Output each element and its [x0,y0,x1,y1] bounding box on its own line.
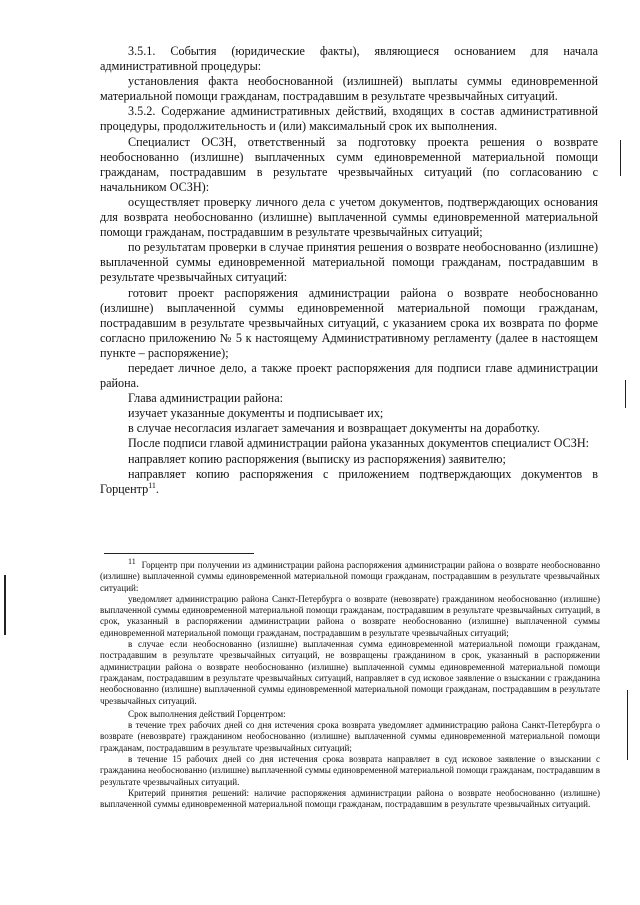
paragraph: по результатам проверки в случае принятия решения о возврате необоснованно (излишне) выплаченной суммы единовременной материальной помощи гражданам, пострадавшим в результате чрезвычайных ситуаций: [100,240,599,285]
paragraph-text: направляет копию распоряжения с приложением подтверждающих документов в Горцентр [100,466,598,496]
paragraph: После подписи главой администрации района указанных документов специалист ОСЗН: [128,436,590,451]
footnote-paragraph: в течение трех рабочих дней со дня истечения срока возврата уведомляет администрацию района Санкт-Петербурга о возврате (невозврате) гражданином необоснованно (излишне) выплаченной суммы единовременной материальной помощи гражданам, пострадавшим в результате чрезвычайных ситуаций; [100,720,600,753]
paragraph: передает личное дело, а также проект распоряжения для подписи главе администрации района. [100,360,598,391]
paragraph: в случае несогласия излагает замечания и возвращает документы на доработку. [128,421,540,436]
footnote-marker: 11 [128,556,136,566]
scan-artifact [4,575,6,635]
footnote-paragraph: в случае если необоснованно (излишне) выплаченная сумма единовременной материальной помощи гражданам, пострадавшим в результате чрезвычайных ситуаций, не возвращены гражданином в срок, указанный в распоряжении администрации района о возврате необоснованно (излишне) выплаченной суммы единовременной материальной помощи гражданам, пострадавшим в результате чрезвычайных ситуаций, направляет в суд исковое заявление о взыскании с гражданина необоснованно (излишне) выплаченной суммы единовременной материальной помощи гражданам, пострадавшим в результате чрезвычайных ситуаций. [100,639,600,706]
paragraph: установления факта необоснованной (излишней) выплаты суммы единовременной материальной помощи гражданам, пострадавшим в результате чрезвычайных ситуаций. [100,74,598,104]
paragraph-3-5-1: 3.5.1. События (юридические факты), являющиеся основанием для начала административной процедуры: [100,44,598,74]
paragraph: направляет копию распоряжения (выписку из распоряжения) заявителю; [128,451,506,466]
paragraph: готовит проект распоряжения администрации района о возврате необоснованно (излишне) выплаченной суммы единовременной материальной помощи гражданам, пострадавшим в результате чрезвычайных ситуаций, с указанием срока их возврата по форме согласно приложению № 5 к настоящему Административному регламенту (далее в настоящем пункте – распоряжение); [100,285,598,360]
paragraph-last: направляет копию распоряжения с приложением подтверждающих документов в Горцентр$^{11}$. [100,466,598,496]
footnote-paragraph: в течение 15 рабочих дней со дня истечения срока возврата направляет в суд исковое заявление о взыскании с гражданина необоснованно (излишне) выплаченной суммы единовременной материальной помощи гражданам, пострадавшим в результате чрезвычайных ситуаций. [100,754,600,787]
scan-artifact [625,380,626,408]
footnote-paragraph: Срок выполнения действий Горцентром: [128,708,286,719]
footnote-paragraph [100,556,601,594]
scan-artifact [627,690,628,760]
paragraph-3-5-2: 3.5.2. Содержание административных действий, входящих в состав административной процедуры, продолжительность и (или) максимальный срок их выполнения. [100,104,598,134]
footnote-separator [104,553,254,554]
footnote [100,556,601,811]
paragraph: Глава администрации района: [128,391,283,406]
footnote-paragraph: уведомляет администрацию района Санкт-Петербурга о возврате (невозврате) гражданином необоснованно (излишне) выплаченной суммы единовременной материальной помощи гражданам, пострадавшим в результате чрезвычайных ситуаций, в срок, указанный в распоряжении администрации района о возврате необоснованно (излишне) выплаченной суммы единовременной материальной помощи гражданам, пострадавшим в результате чрезвычайных ситуаций; [100,593,600,638]
footnote-paragraph: Критерий принятия решений: наличие распоряжения администрации района о возврате необоснованно (излишне) выплаченной суммы единовременной материальной помощи гражданам, пострадавшим в результате чрезвычайных ситуаций. [100,787,600,810]
footnote-text: Горцентр при получении из администрации района распоряжения администрации района о возврате необоснованно (излишне) выплаченной суммы единовременной материальной помощи гражданам, пострадавшим в результате чрезвычайных ситуаций: [100,560,601,593]
scan-artifact [620,140,621,176]
paragraph: Специалист ОСЗН, ответственный за подготовку проекта решения о возврате необоснованно (излишне) выплаченных сумм единовременной материальной помощи гражданам, пострадавшим в результате чрезвычайных ситуаций (по согласованию с начальником ОСЗН): [100,134,598,194]
main-text [100,44,598,497]
footnote-reference[interactable]: 11 [148,480,156,490]
paragraph: осуществляет проверку личного дела с учетом документов, подтверждающих основания для возврата необоснованно (излишне) выплаченной суммы единовременной материальной помощи гражданам, пострадавшим в результате чрезвычайных ситуаций; [100,194,598,240]
paragraph: изучает указанные документы и подписывает их; [128,406,384,421]
